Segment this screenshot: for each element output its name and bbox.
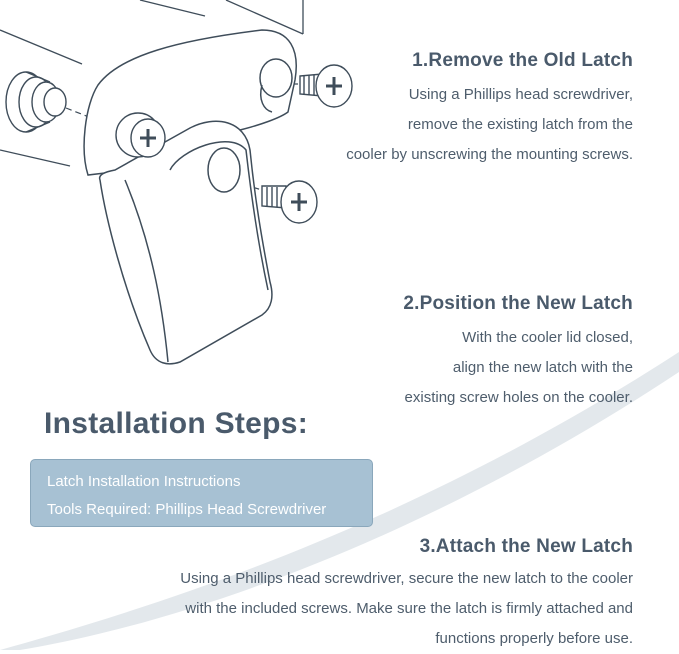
step-3	[180, 536, 633, 654]
step-3-line-1: Using a Phillips head screwdriver, secure the new latch to the cooler	[180, 570, 633, 587]
step-2-line-2: align the new latch with the	[452, 359, 633, 376]
step-3-line-2: with the included screws. Make sure the latch is firmly attached and	[185, 600, 633, 617]
screw-bottom	[262, 181, 317, 223]
step-3-title: 3.Attach the New Latch	[419, 536, 633, 557]
step-2-title: 2.Position the New Latch	[403, 293, 633, 314]
step-2	[403, 293, 633, 413]
info-box-line-2: Tools Required: Phillips Head Screwdriver	[47, 501, 327, 518]
step-3-line-3: functions properly before use.	[435, 630, 633, 647]
page-heading: Installation Steps:	[44, 407, 309, 440]
tools-info-box	[30, 459, 373, 527]
step-1-line-2: remove the existing latch from the	[407, 116, 633, 133]
step-1	[346, 50, 633, 170]
step-1-title: 1.Remove the Old Latch	[412, 50, 633, 71]
step-1-line-1: Using a Phillips head screwdriver,	[408, 86, 633, 103]
screw-top	[300, 65, 352, 107]
step-1-line-3: cooler by unscrewing the mounting screws.	[346, 146, 633, 163]
info-box-line-1: Latch Installation Instructions	[47, 473, 241, 490]
step-2-line-1: With the cooler lid closed,	[462, 329, 633, 346]
latch-post	[6, 72, 66, 132]
step-2-line-3: existing screw holes on the cooler.	[404, 389, 633, 406]
